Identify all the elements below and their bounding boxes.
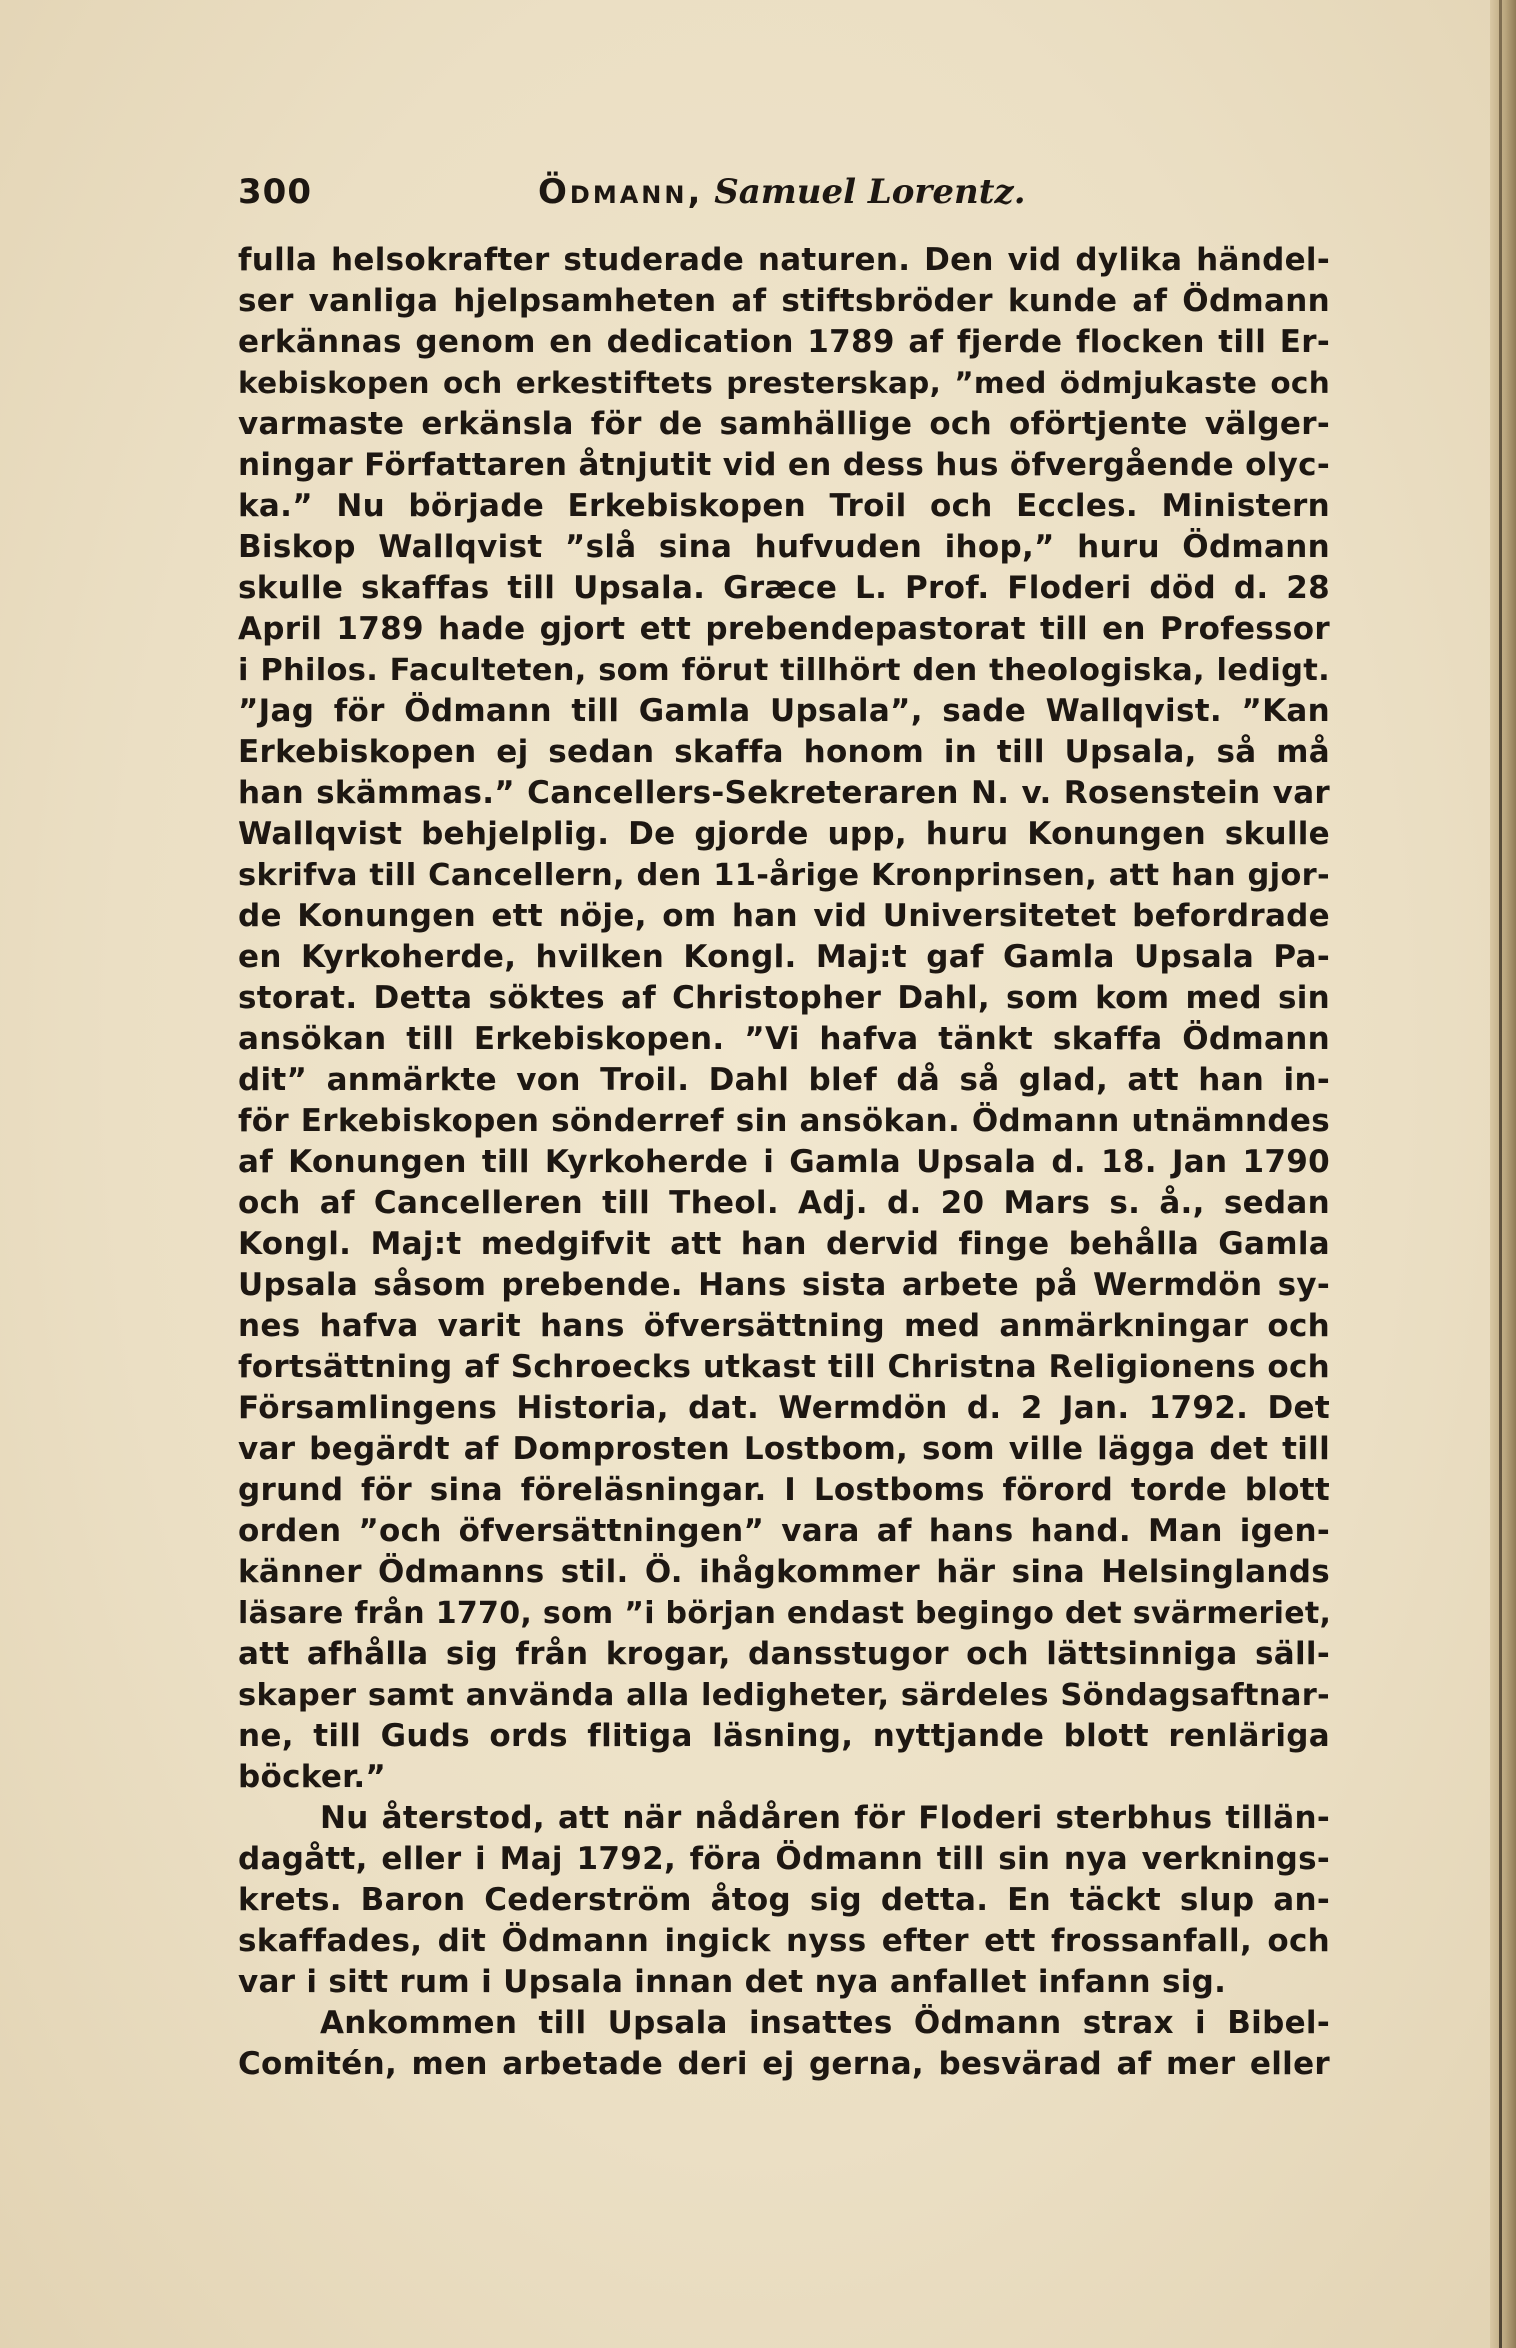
text-line: kebiskopen och erkestiftets presterskap, ”med ödmjukaste och: [238, 366, 1330, 400]
text-line: grund för sina föreläsningar. I Lostboms förord torde blott: [238, 1472, 1330, 1508]
text-line: Kongl. Maj:t medgifvit att han dervid finge behålla Gamla: [238, 1226, 1330, 1262]
text-line: Erkebiskopen ej sedan skaffa honom in till Upsala, så må: [238, 734, 1330, 770]
text-line: erkännas genom en dedication 1789 af fjerde flocken till Er-: [238, 324, 1330, 360]
text-line-paragraph-end: böcker.”: [238, 1759, 387, 1795]
text-line-paragraph-end: var i sitt rum i Upsala innan det nya anfallet infann sig.: [238, 1964, 1227, 2000]
body-text: [238, 240, 1330, 2085]
text-line: att afhålla sig från krogar, dansstugor och lättsinniga säll-: [238, 1636, 1330, 1672]
text-line: storat. Detta söktes af Christopher Dahl, som kom med sin: [238, 980, 1330, 1016]
text-line: ne, till Guds ords flitiga läsning, nyttjande blott renläriga: [238, 1718, 1330, 1754]
text-line: nes hafva varit hans öfversättning med anmärkningar och: [238, 1308, 1330, 1344]
text-line: skaper samt använda alla ledigheter, särdeles Söndagsaftnar-: [238, 1678, 1330, 1713]
text-line: läsare från 1770, som ”i början endast begingo det svärmeriet,: [238, 1596, 1332, 1631]
text-line: för Erkebiskopen sönderref sin ansökan. Ödmann utnämndes: [238, 1103, 1330, 1139]
running-head-given-names: Samuel Lorentz.: [714, 172, 1026, 212]
text-line: de Konungen ett nöje, om han vid Universitetet befordrade: [238, 898, 1330, 934]
running-head-surname: Ödmann,: [538, 172, 704, 212]
text-line: dagått, eller i Maj 1792, föra Ödmann till sin nya verknings-: [238, 1841, 1330, 1877]
text-line: ser vanliga hjelpsamheten af stiftsbröder kunde af Ödmann: [238, 283, 1330, 319]
text-line: känner Ödmanns stil. Ö. ihågkommer här sina Helsinglands: [238, 1554, 1330, 1590]
text-line: i Philos. Faculteten, som förut tillhört den theologiska, ledigt.: [238, 653, 1330, 688]
text-line: skulle skaffas till Upsala. Græce L. Prof. Floderi död d. 28: [238, 570, 1330, 606]
text-line: varmaste erkänsla för de samhällige och oförtjente välger-: [238, 406, 1330, 442]
text-line: krets. Baron Cederström åtog sig detta. En täckt slup an-: [238, 1882, 1330, 1918]
text-line-paragraph-start: Nu återstod, att när nådåren för Floderi sterbhus tillän-: [320, 1800, 1330, 1836]
text-line: af Konungen till Kyrkoherde i Gamla Upsala d. 18. Jan 1790: [238, 1144, 1330, 1180]
text-line: Wallqvist behjelplig. De gjorde upp, huru Konungen skulle: [238, 816, 1330, 852]
text-line: han skämmas.” Cancellers-Sekreteraren N. v. Rosenstein var: [238, 775, 1330, 811]
text-line: dit” anmärkte von Troil. Dahl blef då så glad, att han in-: [238, 1062, 1330, 1098]
text-line: ansökan till Erkebiskopen. ”Vi hafva tänkt skaffa Ödmann: [238, 1021, 1330, 1057]
text-line: skaffades, dit Ödmann ingick nyss efter ett frossanfall, och: [238, 1923, 1330, 1959]
page-header: [238, 172, 1330, 222]
text-line-paragraph-start: Ankommen till Upsala insattes Ödmann strax i Bibel-: [320, 2005, 1330, 2041]
text-line: Biskop Wallqvist ”slå sina hufvuden ihop,” huru Ödmann: [238, 529, 1330, 565]
page-number: 300: [238, 172, 312, 212]
text-line: en Kyrkoherde, hvilken Kongl. Maj:t gaf Gamla Upsala Pa-: [238, 939, 1330, 975]
text-line: fortsättning af Schroecks utkast till Christna Religionens och: [238, 1349, 1330, 1385]
text-line: var begärdt af Domprosten Lostbom, som ville lägga det till: [238, 1431, 1330, 1467]
text-line: ningar Författaren åtnjutit vid en dess hus öfvergående olyc-: [238, 447, 1330, 483]
text-line: Församlingens Historia, dat. Wermdön d. 2 Jan. 1792. Det: [238, 1390, 1330, 1426]
running-head: [538, 172, 1026, 212]
text-line: ka.” Nu började Erkebiskopen Troil och Eccles. Ministern: [238, 488, 1330, 524]
text-line: April 1789 hade gjort ett prebendepastorat till en Professor: [238, 611, 1330, 647]
page-edge: [1490, 0, 1516, 2348]
text-line: fulla helsokrafter studerade naturen. Den vid dylika händel-: [238, 242, 1330, 278]
text-line: och af Cancelleren till Theol. Adj. d. 20 Mars s. å., sedan: [238, 1185, 1330, 1221]
binding-edge-line: [1499, 0, 1502, 2348]
text-line: ”Jag för Ödmann till Gamla Upsala”, sade Wallqvist. ”Kan: [238, 693, 1330, 729]
text-line: skrifva till Cancellern, den 11-årige Kronprinsen, att han gjor-: [238, 858, 1330, 893]
text-line: Upsala såsom prebende. Hans sista arbete på Wermdön sy-: [238, 1267, 1330, 1303]
text-line: orden ”och öfversättningen” vara af hans hand. Man igen-: [238, 1513, 1330, 1549]
text-line: Comitén, men arbetade deri ej gerna, besvärad af mer eller: [238, 2046, 1330, 2082]
